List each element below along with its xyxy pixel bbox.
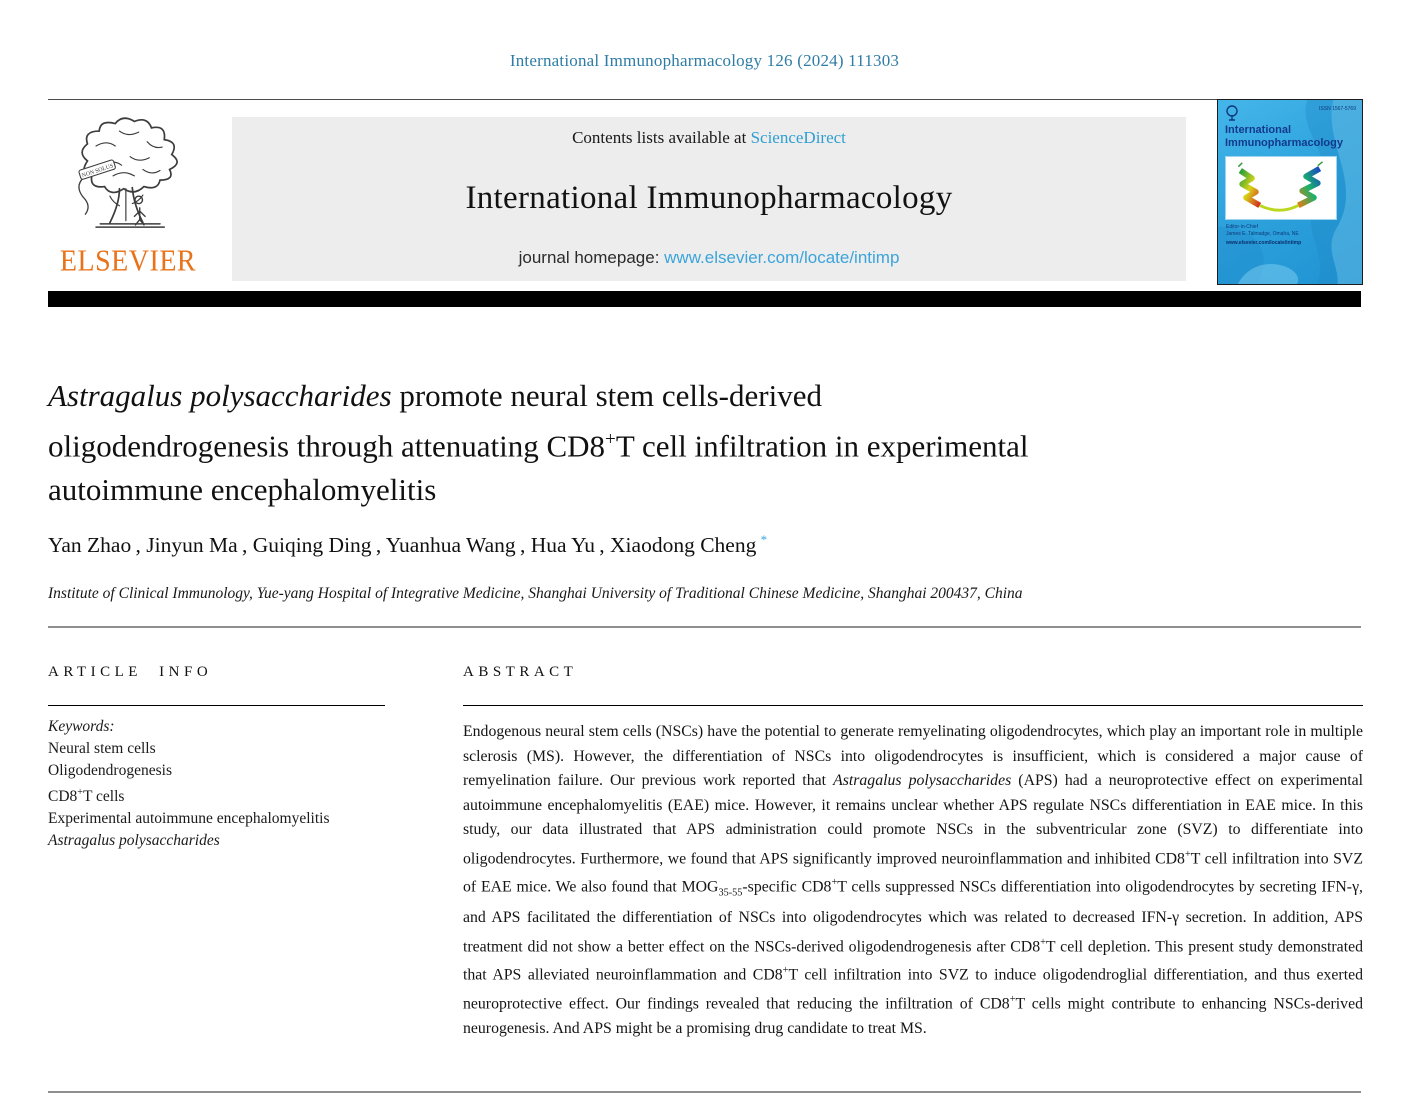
affiliation: Institute of Clinical Immunology, Yue-yang Hospital of Integrative Medicine, Shanghai University of Traditional Chinese Medicine, Shanghai 200437, China xyxy=(48,585,1023,602)
journal-cover-thumbnail[interactable] xyxy=(1217,99,1363,285)
protein-ribbon-graphic xyxy=(1226,157,1334,217)
cover-journal-title: International Immunopharmacology xyxy=(1225,124,1343,149)
abstract-heading: ABSTRACT xyxy=(463,664,578,680)
keyword-item: Oligodendrogenesis xyxy=(48,762,172,779)
page-bottom-rule xyxy=(48,1091,1361,1093)
cover-editor-name: James E. Talmadge, Omaha, NE xyxy=(1226,230,1299,237)
cover-editor-label: Editor-in-Chief xyxy=(1226,224,1258,230)
header-top-rule xyxy=(48,99,1361,100)
sciencedirect-link[interactable]: ScienceDirect xyxy=(750,128,846,147)
cover-url: www.elsevier.com/locate/intimp xyxy=(1226,240,1302,246)
keyword-item: CD8+T cells xyxy=(48,787,125,806)
article-info-heading: ARTICLE INFO xyxy=(48,664,213,680)
keywords-label: Keywords: xyxy=(48,718,115,735)
cover-editor-block xyxy=(1226,224,1299,237)
article-info-rule xyxy=(48,705,385,706)
elsevier-logo xyxy=(48,112,208,288)
journal-homepage-link[interactable]: www.elsevier.com/locate/intimp xyxy=(664,248,900,267)
abstract-rule xyxy=(463,705,1363,706)
abstract-column xyxy=(463,664,1363,1041)
keyword-item: Astragalus polysaccharides xyxy=(48,832,220,850)
running-head-citation: International Immunopharmacology 126 (2024) 111303 xyxy=(509,51,900,70)
article-title: Astragalus polysaccharides promote neural stem cells-derived oligodendrogenesis through attenuating CD8+T cell infiltration in experimental autoimmune encephalomyelitis xyxy=(48,378,1029,508)
homepage-prefix: journal homepage: xyxy=(518,248,665,267)
elsevier-tree-icon xyxy=(64,112,192,244)
author-list: Yan Zhao , Jinyun Ma , Guiqing Ding , Yuanhua Wang , Hua Yu , Xiaodong Cheng * xyxy=(48,533,768,558)
page xyxy=(48,0,1364,1119)
contents-lists-text: Contents lists available at xyxy=(572,128,751,147)
abstract-text: Endogenous neural stem cells (NSCs) have the potential to generate remyelinating oligodendrocytes, which play an important role in multiple sclerosis (MS). However, the differentiation of NSCs into oligodendrocytes is insufficient, which is considered a major cause of remyelination failure. Our previous work reported that Astragalus polysaccharides (APS) had a neuroprotective effect on experimental autoimmune encephalomyelitis (EAE) mice. However, it remains unclear whether APS regulate NSCs differentiation in EAE mice. In this study, our data illustrated that APS administration could promote NSCs in the subventricular zone (SVZ) to differentiate into oligodendrocytes. Furthermore, we found that APS significantly improved neuroinflammation and inhibited CD8+T cell infiltration into SVZ of EAE mice. We also found that $MOG_{35-55}$-specific CD8+T cells suppressed NSCs differentiation into oligodendrocytes by secreting IFN-γ, and APS facilitated the differentiation of NSCs into oligodendrocytes which was related to decreased IFN-γ secretion. In addition, APS treatment did not show a better effect on the NSCs-derived oligodendrogenesis after CD8+T cell depletion. This present study demonstrated that APS alleviated neuroinflammation and CD8+T cell infiltration into SVZ to induce oligodendroglial differentiation, and thus exerted neuroprotective effect. Our findings revealed that reducing the infiltration of CD8+T cells might contribute to enhancing NSCs-derived neurogenesis. And APS might be a promising drug candidate to treat MS. xyxy=(463,723,1364,1037)
journal-homepage-line xyxy=(232,248,1186,268)
journal-title: International Immunopharmacology xyxy=(465,179,953,216)
elsevier-motto: NON SOLUS xyxy=(81,163,115,180)
cover-protein-panel xyxy=(1225,156,1337,220)
title-block-divider xyxy=(48,626,1361,628)
contents-lists-line xyxy=(232,128,1186,148)
keyword-item: Neural stem cells xyxy=(48,740,156,757)
journal-masthead xyxy=(232,117,1186,281)
elsevier-wordmark: ELSEVIER xyxy=(59,244,197,279)
cover-elsevier-mark-icon xyxy=(1225,105,1239,121)
cover-issn: ISSN 1567-5769 xyxy=(1319,106,1356,112)
header-black-bar xyxy=(48,291,1361,307)
article-info-column xyxy=(48,664,385,852)
keyword-item: Experimental autoimmune encephalomyelitis xyxy=(48,810,330,828)
